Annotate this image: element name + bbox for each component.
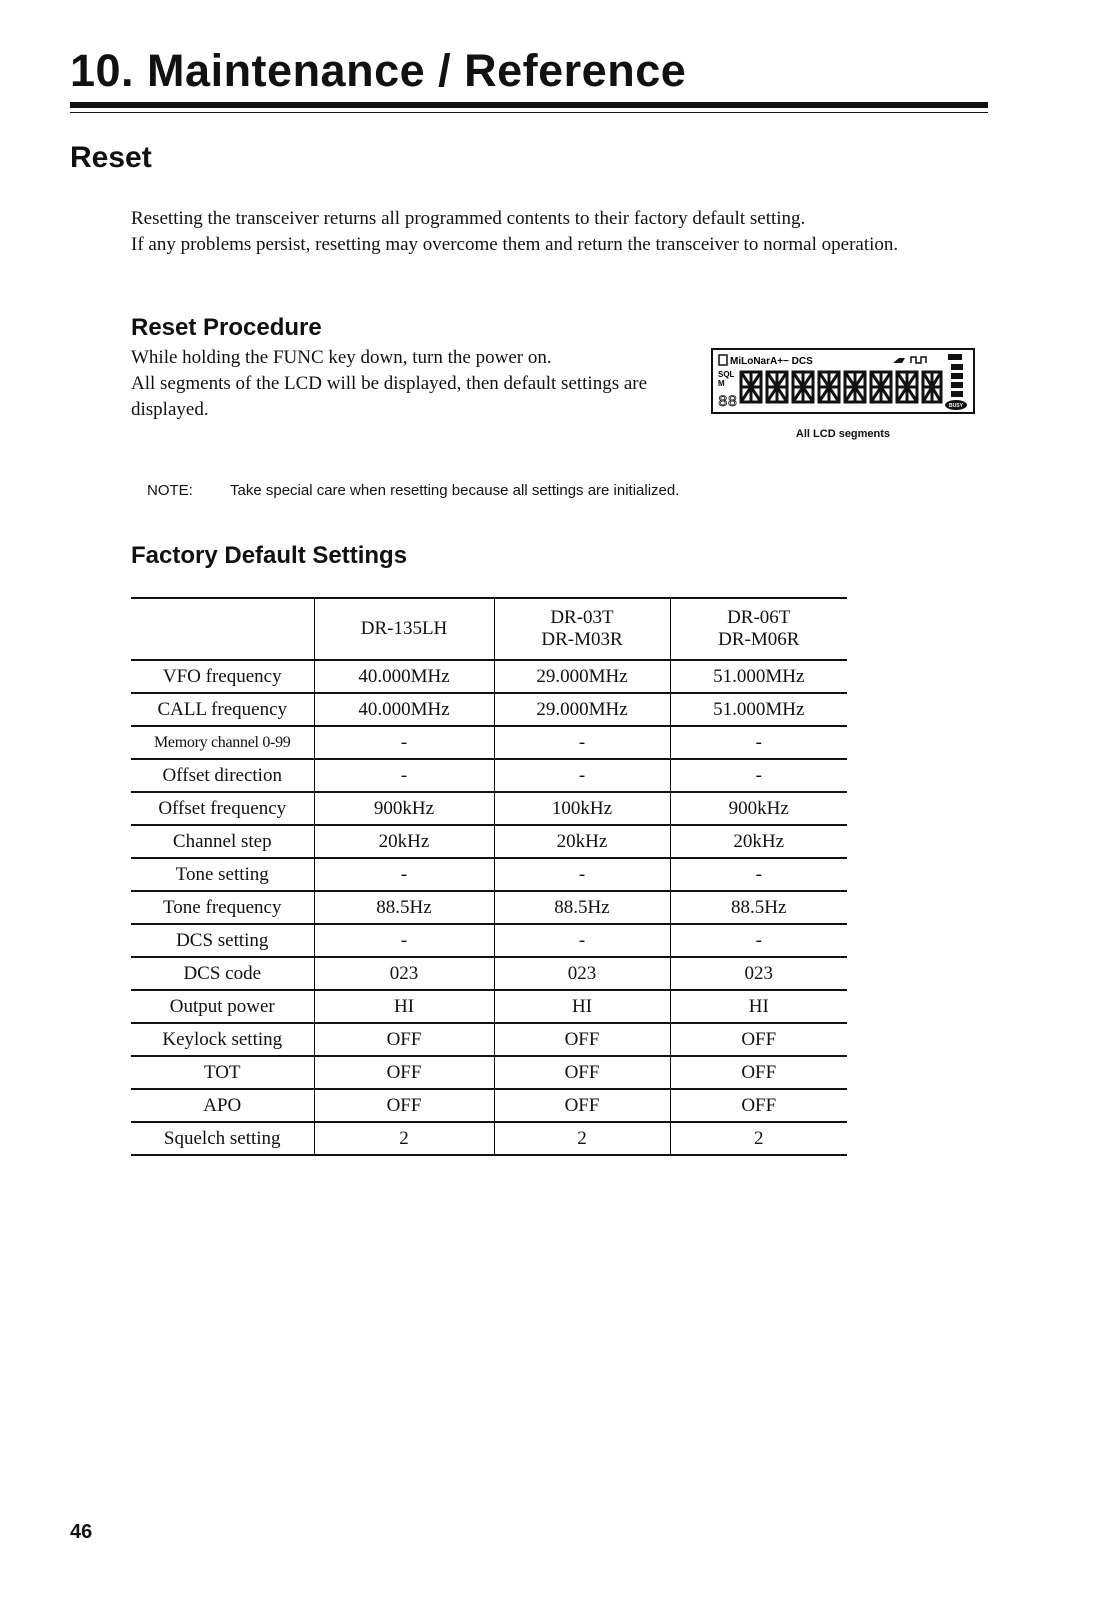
factory-defaults-table — [131, 597, 847, 1156]
header-blank — [131, 598, 314, 660]
lcd-bar — [951, 391, 963, 397]
table-row — [131, 825, 847, 858]
table-cell: HI — [314, 990, 494, 1023]
column-header-line: DR-03T — [550, 607, 614, 628]
lcd-key-icon — [893, 358, 905, 363]
table-cell: HI — [670, 990, 847, 1023]
table-cell: - — [670, 726, 847, 759]
table-cell: - — [494, 726, 670, 759]
row-label: APO — [131, 1089, 314, 1122]
lcd-digit — [741, 372, 761, 402]
row-label: Squelch setting — [131, 1122, 314, 1155]
table-cell: - — [314, 759, 494, 792]
table-cell: - — [494, 858, 670, 891]
page-number: 46 — [70, 1521, 93, 1543]
row-label: Tone frequency — [131, 891, 314, 924]
lcd-m-label: M — [718, 379, 725, 388]
table-cell: 023 — [494, 957, 670, 990]
table-cell: 20kHz — [670, 825, 847, 858]
procedure-step: While holding the FUNC key down, turn the power on. — [131, 347, 552, 368]
table-row — [131, 1056, 847, 1089]
column-header-line: DR-06T — [727, 607, 791, 628]
factory-defaults-title: Factory Default Settings — [131, 542, 408, 569]
table-cell: OFF — [314, 1023, 494, 1056]
section-title-reset: Reset — [70, 141, 152, 174]
table-cell: OFF — [670, 1056, 847, 1089]
lcd-bar-top — [948, 354, 962, 360]
table-cell: 88.5Hz — [494, 891, 670, 924]
table-cell: 023 — [314, 957, 494, 990]
table-row — [131, 759, 847, 792]
lcd-mode-icon — [719, 355, 727, 365]
row-label: Memory channel 0-99 — [131, 726, 314, 759]
table-cell: 2 — [314, 1122, 494, 1155]
lcd-digit — [767, 372, 787, 402]
chapter-rule — [70, 102, 988, 108]
lcd-busy-label: BUSY — [949, 403, 963, 409]
row-label: CALL frequency — [131, 693, 314, 726]
table-cell: 2 — [670, 1122, 847, 1155]
table-row — [131, 858, 847, 891]
lcd-top-row: MiLoNarA+− DCS — [730, 356, 813, 367]
table-cell: 2 — [494, 1122, 670, 1155]
table-cell: 88.5Hz — [670, 891, 847, 924]
table-row — [131, 693, 847, 726]
table-cell: - — [314, 858, 494, 891]
table-cell: OFF — [494, 1089, 670, 1122]
table-cell: - — [494, 759, 670, 792]
table-cell: - — [314, 726, 494, 759]
table-cell: HI — [494, 990, 670, 1023]
row-label: DCS setting — [131, 924, 314, 957]
table-cell: 88.5Hz — [314, 891, 494, 924]
table-cell: - — [314, 924, 494, 957]
table-cell: OFF — [494, 1023, 670, 1056]
row-label: Tone setting — [131, 858, 314, 891]
column-header-line: DR-135LH — [360, 618, 448, 639]
lcd-digit — [793, 372, 813, 402]
lcd-sql-label: SQL — [718, 370, 735, 379]
intro-paragraph: If any problems persist, resetting may overcome them and return the transceiver to normal operation. — [131, 234, 899, 255]
lcd-segments-illustration — [713, 350, 973, 412]
table-row — [131, 660, 847, 693]
table-cell: - — [670, 858, 847, 891]
table-cell: OFF — [314, 1056, 494, 1089]
reset-procedure-title: Reset Procedure — [131, 314, 322, 341]
lcd-digit — [819, 372, 839, 402]
row-label: Keylock setting — [131, 1023, 314, 1056]
table-cell: - — [494, 924, 670, 957]
table-cell: 900kHz — [314, 792, 494, 825]
lcd-digit — [897, 372, 917, 402]
chapter-rule-thin — [70, 112, 988, 113]
note-label: NOTE: — [147, 482, 193, 499]
table-row — [131, 1122, 847, 1155]
lcd-signal-icon — [911, 357, 926, 363]
row-label: Offset direction — [131, 759, 314, 792]
table-header-row — [131, 598, 847, 660]
note-text: Take special care when resetting because all settings are initialized. — [230, 482, 680, 499]
procedure-step: All segments of the LCD will be displayed, then default settings are displayed. — [131, 373, 648, 420]
lcd-digit — [845, 372, 865, 402]
table-row — [131, 726, 847, 759]
table-cell: 51.000MHz — [670, 693, 847, 726]
table-row — [131, 792, 847, 825]
lcd-segments-image — [711, 348, 975, 414]
table-row — [131, 957, 847, 990]
table-cell: - — [670, 924, 847, 957]
note — [147, 482, 679, 499]
table-cell: 20kHz — [314, 825, 494, 858]
row-label: Output power — [131, 990, 314, 1023]
column-header — [494, 598, 670, 660]
table-cell: - — [670, 759, 847, 792]
column-header-line: DR-M06R — [718, 629, 800, 650]
column-header — [314, 598, 494, 660]
table-cell: 023 — [670, 957, 847, 990]
lcd-bar — [951, 373, 963, 379]
column-header-line: DR-M03R — [541, 629, 623, 650]
table-cell: 29.000MHz — [494, 660, 670, 693]
reset-intro — [131, 206, 1001, 258]
table-cell: OFF — [670, 1089, 847, 1122]
row-label: DCS code — [131, 957, 314, 990]
column-header — [670, 598, 847, 660]
table-cell: 40.000MHz — [314, 693, 494, 726]
lcd-digit — [923, 372, 941, 402]
table-row — [131, 990, 847, 1023]
table-cell: OFF — [314, 1089, 494, 1122]
table-cell: 900kHz — [670, 792, 847, 825]
table-cell: 100kHz — [494, 792, 670, 825]
table-cell: 40.000MHz — [314, 660, 494, 693]
intro-paragraph: Resetting the transceiver returns all programmed contents to their factory default setting. — [131, 208, 806, 229]
reset-procedure-text — [131, 345, 691, 423]
table-cell: 51.000MHz — [670, 660, 847, 693]
table-row — [131, 1089, 847, 1122]
row-label: TOT — [131, 1056, 314, 1089]
chapter-title: 10. Maintenance / Reference — [70, 45, 687, 96]
row-label: VFO frequency — [131, 660, 314, 693]
table-row — [131, 924, 847, 957]
lcd-bar — [951, 364, 963, 370]
lcd-digit — [871, 372, 891, 402]
lcd-caption: All LCD segments — [795, 428, 891, 440]
table-cell: 20kHz — [494, 825, 670, 858]
table-cell: OFF — [494, 1056, 670, 1089]
table-row — [131, 891, 847, 924]
table-cell: OFF — [670, 1023, 847, 1056]
table-cell: 29.000MHz — [494, 693, 670, 726]
lcd-bar — [951, 382, 963, 388]
row-label: Channel step — [131, 825, 314, 858]
row-label: Offset frequency — [131, 792, 314, 825]
table-row — [131, 1023, 847, 1056]
lcd-small-digits: 88 — [718, 393, 738, 411]
